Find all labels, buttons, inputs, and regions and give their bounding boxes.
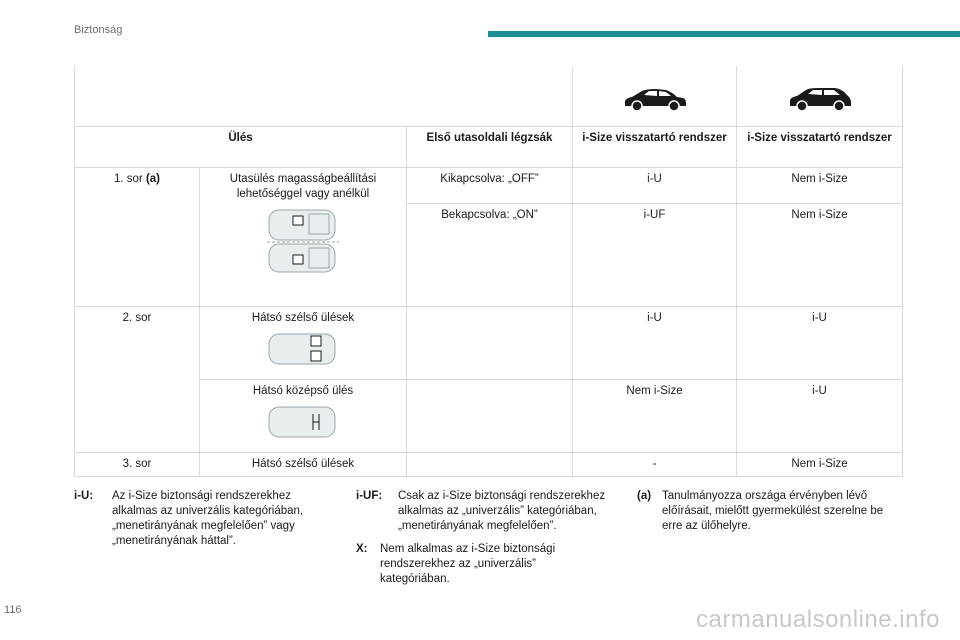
row-label-note: (a) bbox=[145, 173, 161, 185]
sedan-car-cell bbox=[573, 66, 737, 127]
header-isize-2: i-Size visszatartó rendszer bbox=[737, 127, 903, 168]
page-number: 116 bbox=[4, 604, 22, 616]
airbag-empty bbox=[407, 307, 573, 380]
cell-r3-v1: - bbox=[573, 453, 737, 477]
suv-car-icon bbox=[787, 86, 853, 114]
airbag-empty bbox=[407, 380, 573, 453]
cell-r2a-v1: i-U bbox=[573, 307, 737, 380]
icon-row-empty bbox=[75, 66, 573, 127]
table-row bbox=[75, 307, 903, 380]
cell-r3-v2: Nem i-Size bbox=[737, 453, 903, 477]
airbag-off: Kikapcsolva: „OFF” bbox=[407, 168, 573, 204]
legend-key: (a) bbox=[637, 490, 652, 502]
cell-r1a-v2: Nem i-Size bbox=[737, 168, 903, 204]
section-title: Biztonság bbox=[74, 24, 123, 36]
icon-row bbox=[75, 66, 903, 127]
airbag-empty bbox=[407, 453, 573, 477]
seat-compatibility-table bbox=[74, 66, 903, 477]
cell-r1b-v2: Nem i-Size bbox=[737, 204, 903, 307]
header-row bbox=[75, 127, 903, 168]
table-row bbox=[75, 380, 903, 453]
legend-text: Az i-Size biztonsági rendszerekhez alkalmas az univerzális kategóriában, „menetirányának megfelelően” vagy „menetirányának háttal”. bbox=[112, 490, 304, 547]
watermark: carmanualsonline.info bbox=[696, 606, 940, 633]
rear-outer-seat-diagram-icon bbox=[267, 332, 339, 366]
cell-r1b-v1: i-UF bbox=[573, 204, 737, 307]
row-label-1 bbox=[75, 168, 200, 307]
legend-text: Nem alkalmas az i-Size biztonsági rendszerekhez az „univerzális” kategóriában. bbox=[380, 543, 556, 585]
seat-rear-outer bbox=[200, 307, 407, 380]
seat-rear-center bbox=[200, 380, 407, 453]
legend-key: i-UF: bbox=[356, 490, 383, 502]
row-label-2: 2. sor bbox=[75, 307, 200, 453]
seat-label: Utasülés magasságbeállítási lehetőséggel vagy anélkül bbox=[229, 173, 377, 200]
row-label-text: 1. sor bbox=[113, 173, 143, 185]
legend-key: i-U: bbox=[74, 490, 94, 502]
cell-r2a-v2: i-U bbox=[737, 307, 903, 380]
cell-r2b-v2: i-U bbox=[737, 380, 903, 453]
header-accent-bar bbox=[488, 31, 960, 37]
seat-label: Hátsó szélső ülések bbox=[251, 312, 355, 324]
header-airbag: Első utasoldali légzsák bbox=[407, 127, 573, 168]
legend-text: Tanulmányozza országa érvényben lévő előírásait, mielőtt gyermekülést szerelne be erre az ülőhelyre. bbox=[662, 490, 884, 532]
seat-front-passenger bbox=[200, 168, 407, 307]
seat-third-row: Hátsó szélső ülések bbox=[200, 453, 407, 477]
header-seat: Ülés bbox=[75, 127, 407, 168]
suv-car-cell bbox=[737, 66, 903, 127]
cell-r2b-v1: Nem i-Size bbox=[573, 380, 737, 453]
legend-key: X: bbox=[356, 543, 368, 555]
rear-center-seat-diagram-icon bbox=[267, 405, 339, 439]
cell-r1a-v1: i-U bbox=[573, 168, 737, 204]
table-row bbox=[75, 453, 903, 477]
header-isize-1: i-Size visszatartó rendszer bbox=[573, 127, 737, 168]
seat-label: Hátsó középső ülés bbox=[252, 385, 354, 397]
table-row bbox=[75, 168, 903, 204]
sedan-car-icon bbox=[622, 86, 688, 114]
airbag-on: Bekapcsolva: „ON” bbox=[407, 204, 573, 307]
legend-text: Csak az i-Size biztonsági rendszerekhez alkalmas az „univerzális” kategóriában, „menetirányának megfelelően”. bbox=[398, 490, 606, 532]
front-seat-diagram-icon bbox=[267, 208, 339, 274]
row-label-3: 3. sor bbox=[75, 453, 200, 477]
